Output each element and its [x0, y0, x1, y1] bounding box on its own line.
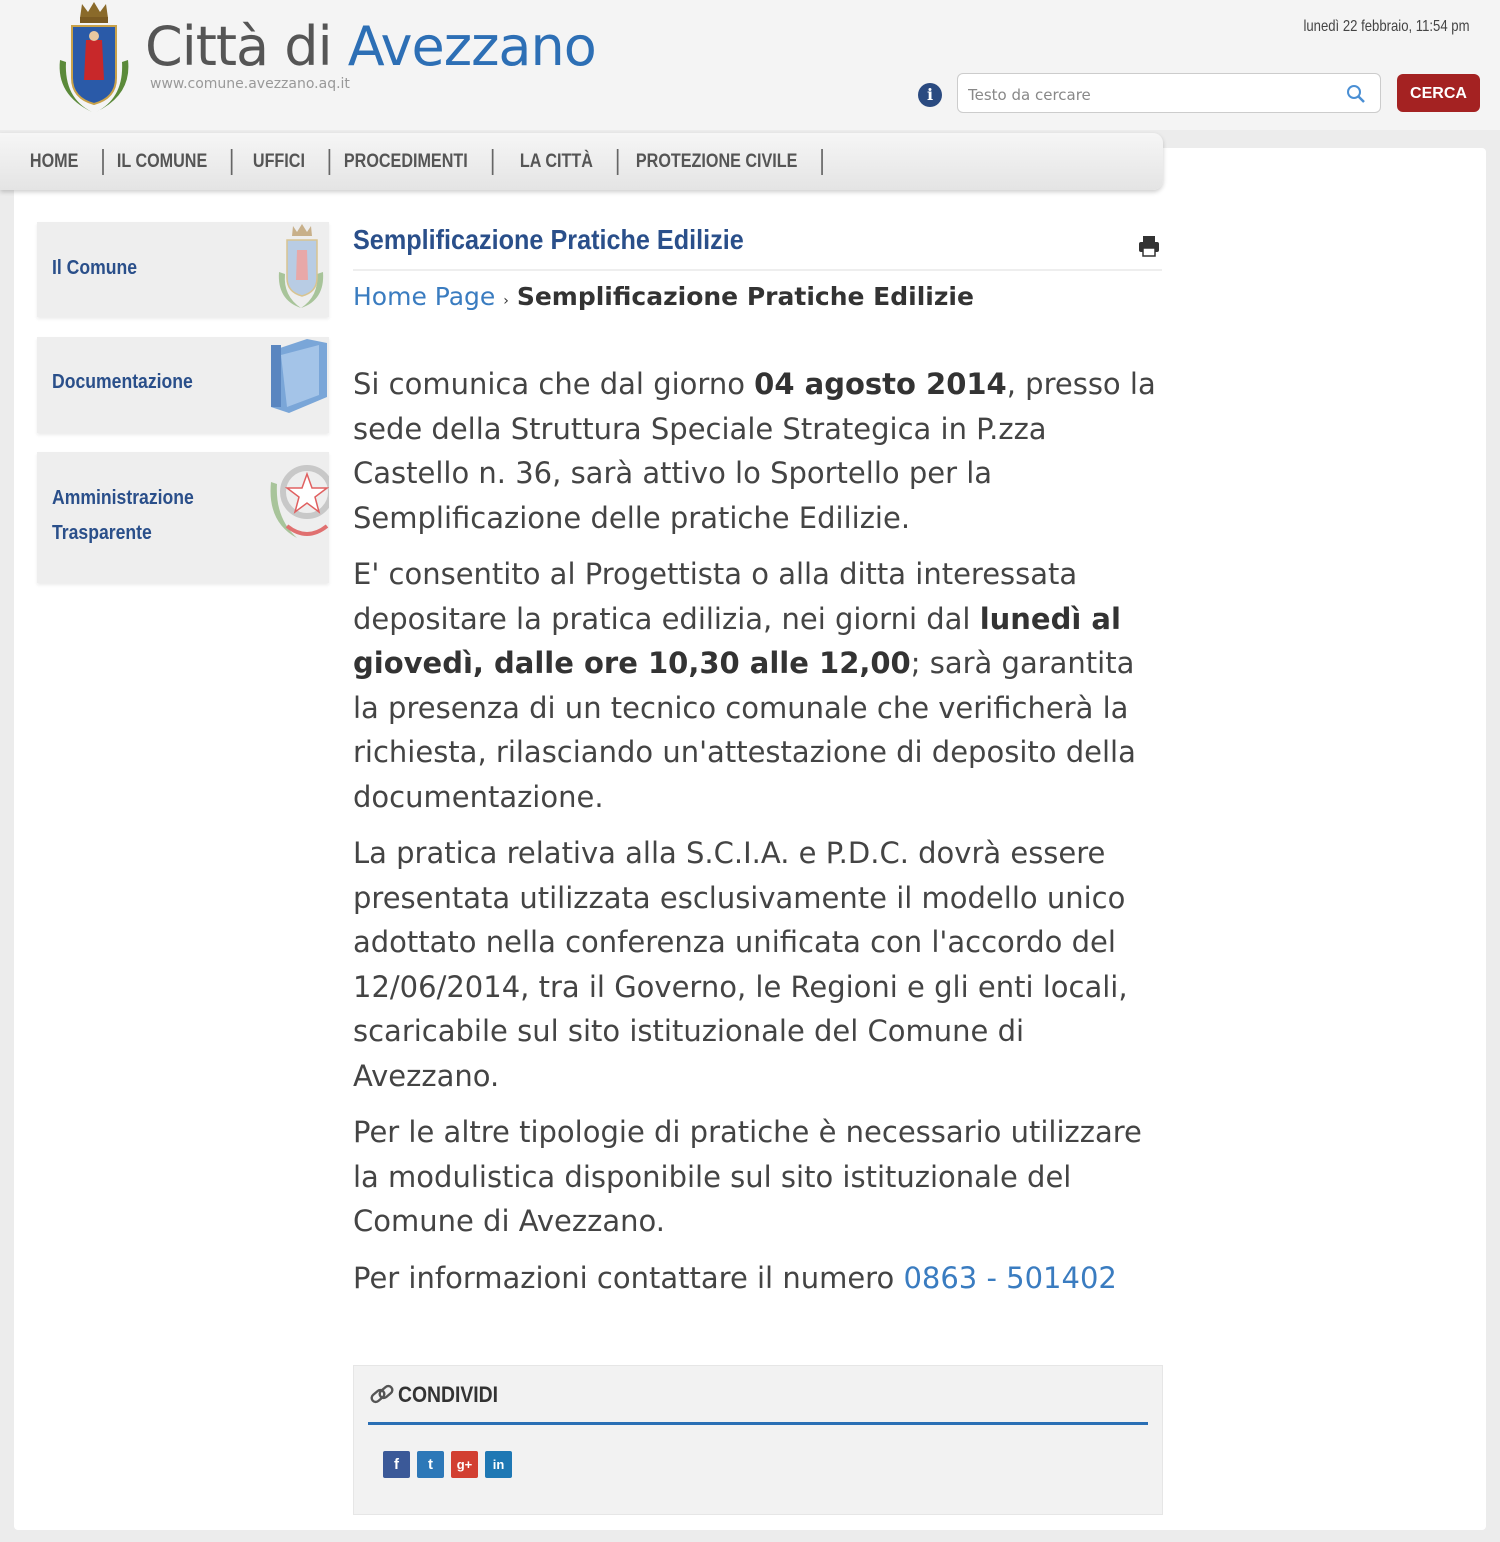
text: Per informazioni contattare il numero [353, 1260, 904, 1295]
bold-date: 04 agosto 2014 [754, 367, 1007, 401]
sidebar-item-label-line2: Trasparente [52, 522, 152, 544]
breadcrumb-home-link[interactable]: Home Page [353, 282, 496, 311]
phone-link[interactable]: 0863 - 501402 [903, 1260, 1117, 1295]
nav-item-protezione-civile[interactable]: PROTEZIONE CIVILE [624, 149, 823, 175]
sidebar-item-documentazione[interactable] [37, 337, 329, 433]
text: Si comunica che dal giorno [353, 367, 755, 401]
sidebar-item-il-comune[interactable] [37, 222, 329, 317]
breadcrumb-current: Semplificazione Pratiche Edilizie [516, 282, 974, 311]
nav-item-la-citta[interactable]: LA CITTÀ [508, 149, 618, 175]
google-plus-icon[interactable]: g+ [451, 1451, 478, 1478]
nav-item-il-comune[interactable]: IL COMUNE [105, 149, 233, 175]
main-nav [0, 133, 1163, 190]
linkedin-icon[interactable]: in [485, 1451, 512, 1478]
link-icon [368, 1382, 398, 1408]
paragraph-3: La pratica relativa alla S.C.I.A. e P.D.C. dovrà essere presentata utilizzata esclusivamente il modello unico adottato nella conferenza unificata con l'accordo del 12/06/2014, tra il Governo, le Regioni e gli enti locali, scaricabile sul sito istituzionale del Comune di Avezzano. [353, 836, 1128, 1093]
sidebar-item-label: Il Comune [52, 257, 138, 279]
sidebar-item-label-line1: Amministrazione [52, 487, 194, 509]
search-icon[interactable] [1346, 84, 1366, 104]
article-body [353, 362, 1165, 1312]
title-divider [353, 269, 1162, 271]
nav-item-uffici[interactable]: UFFICI [241, 149, 330, 175]
search-box [957, 73, 1381, 113]
site-header [0, 0, 1500, 130]
paragraph-4: Per le altre tipologie di pratiche è necessario utilizzare la modulistica disponibile sul sito istituzionale del Comune di Avezzano. [353, 1115, 1142, 1238]
current-date: lunedì 22 febbraio, 11:54 pm [1303, 18, 1470, 35]
nav-item-home[interactable]: HOME [18, 149, 104, 175]
breadcrumb [353, 280, 974, 318]
italian-emblem-icon [267, 452, 329, 544]
text: , presso la sede della Struttura Speciale Strategica in P.zza Castello n. 36, sarà attivo lo Sportello per la Semplificazione delle pratiche Edilizie. [353, 367, 1156, 535]
print-icon[interactable] [1137, 234, 1161, 258]
crest-icon [269, 222, 329, 312]
share-icons [383, 1451, 512, 1478]
twitter-icon[interactable]: t [417, 1451, 444, 1478]
nav-item-procedimenti[interactable]: PROCEDIMENTI [332, 149, 493, 175]
share-title [368, 1382, 512, 1408]
site-title[interactable] [145, 14, 596, 80]
site-title-part2: Avezzano [347, 15, 596, 78]
text: ; sarà garantita la presenza di un tecnico comunale che verificherà la richiesta, rilasciando un'attestazione di deposito della documentazione. [353, 646, 1136, 814]
paragraph-2 [353, 552, 1165, 819]
document-folder-icon [267, 337, 329, 417]
paragraph-1 [353, 362, 1165, 540]
site-title-part1: Città di [145, 15, 348, 78]
facebook-icon[interactable]: f [383, 1451, 410, 1478]
search-button[interactable]: CERCA [1397, 74, 1480, 112]
site-url: www.comune.avezzano.aq.it [150, 76, 350, 92]
city-crest-logo[interactable] [52, 0, 136, 118]
breadcrumb-separator: › [503, 293, 509, 309]
share-title-label: CONDIVIDI [398, 1382, 499, 1407]
paragraph-5 [353, 1256, 1165, 1301]
share-divider [368, 1422, 1148, 1425]
bold-hours: lunedì al giovedì, dalle ore 10,30 alle 12,00 [353, 601, 1121, 680]
sidebar-item-label: Documentazione [52, 371, 193, 393]
search-input[interactable] [966, 82, 1340, 108]
text: E' consentito al Progettista o alla ditta interessata depositare la pratica edilizia, nei giorni dal [353, 557, 1078, 636]
page-title: Semplificazione Pratiche Edilizie [353, 224, 744, 255]
share-box [353, 1365, 1163, 1515]
info-icon[interactable]: i [918, 83, 942, 107]
sidebar-item-amministrazione-trasparente[interactable] [37, 452, 329, 583]
